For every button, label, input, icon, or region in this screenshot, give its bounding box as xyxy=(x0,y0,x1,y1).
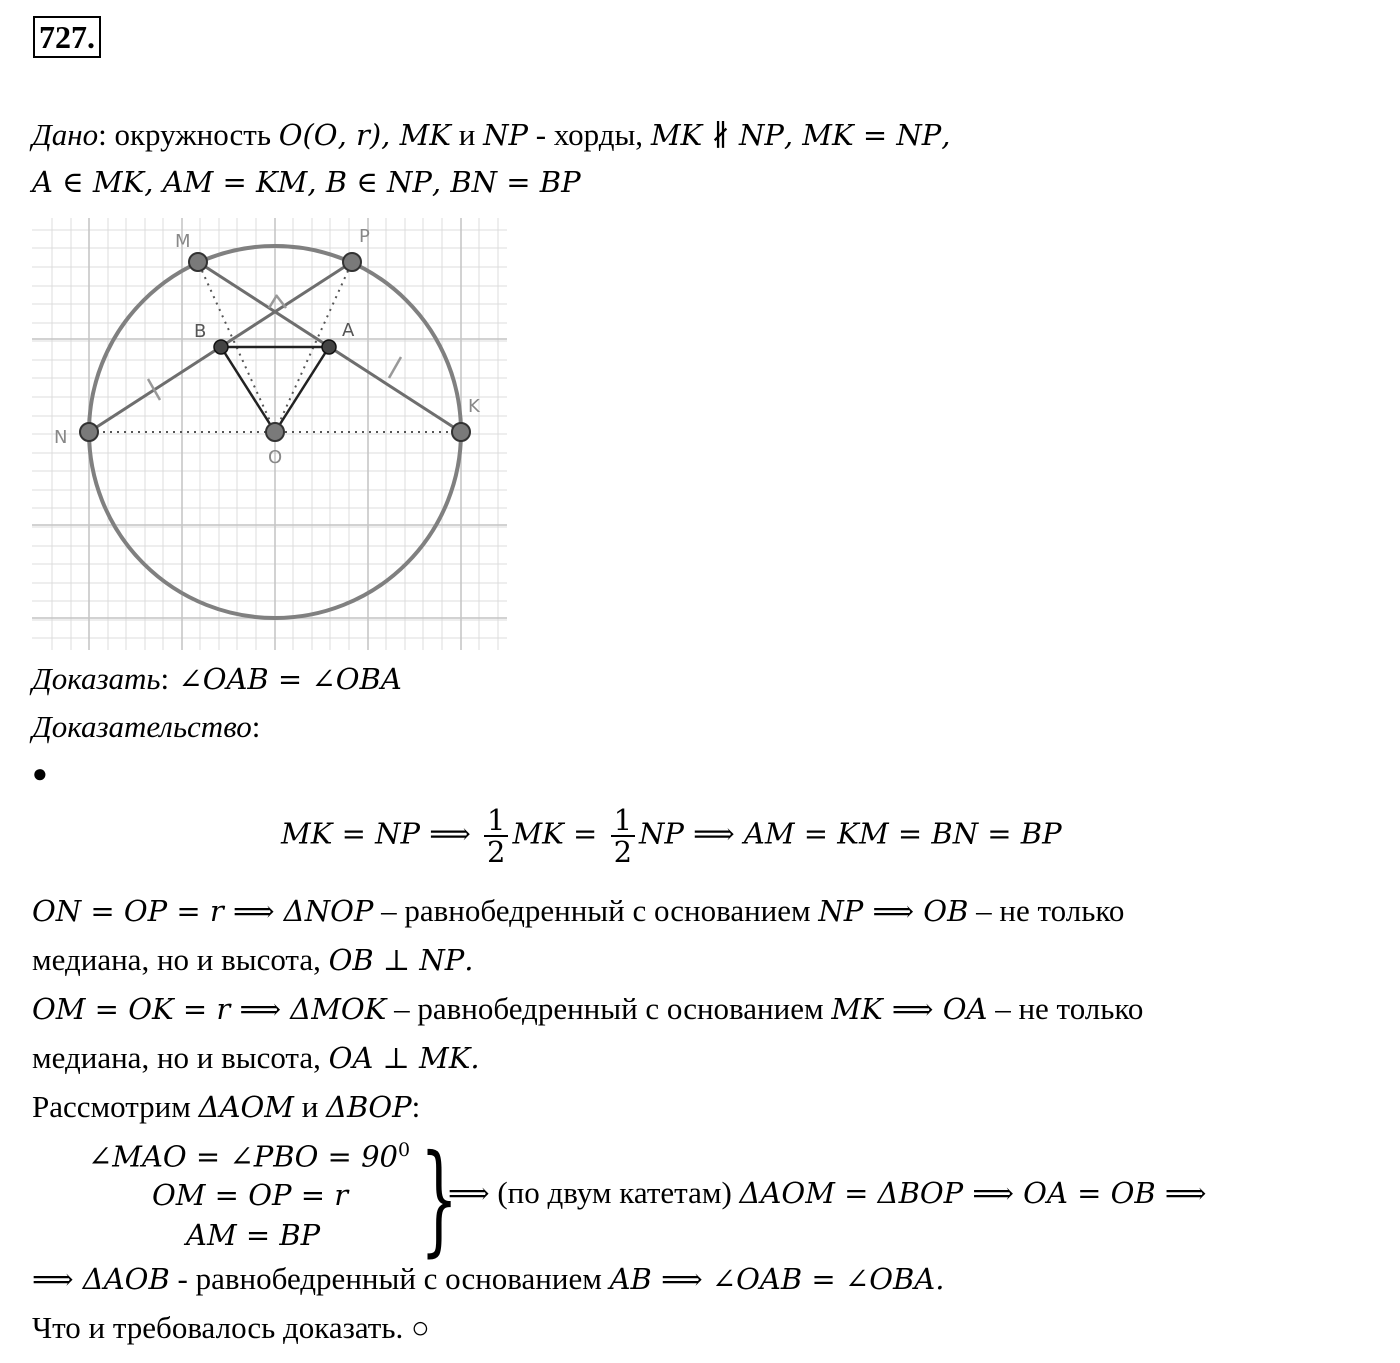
fraction-half-2: $\frac{1}{2}$ xyxy=(611,805,635,868)
prove-line: Доказать: ∠𝑂𝐴𝐵 = ∠𝑂𝐵𝐴 xyxy=(32,661,402,696)
label-a: A xyxy=(342,320,355,341)
label-b: B xyxy=(194,321,207,342)
para1-line2: медиана, но и высота, 𝑂𝐵 ⊥ 𝑁𝑃. xyxy=(32,942,474,977)
qed-line: Что и требовалось доказать. ○ xyxy=(32,1310,430,1345)
para2-line1: 𝑂𝑀 = 𝑂𝐾 = 𝑟 ⟹ Δ𝑀𝑂𝐾 – равнобедренный с основанием 𝑀𝐾 ⟹ 𝑂𝐴 – не только xyxy=(32,991,1144,1026)
label-n: N xyxy=(54,427,68,448)
point-m xyxy=(189,253,207,271)
given-line-2: 𝐴 ∈ 𝑀𝐾, 𝐴𝑀 = 𝐾𝑀, 𝐵 ∈ 𝑁𝑃, 𝐵𝑁 = 𝐵𝑃 xyxy=(32,165,581,199)
point-k xyxy=(452,423,470,441)
given-label: Дано xyxy=(32,117,99,152)
point-p xyxy=(343,253,361,271)
label-m: M xyxy=(175,231,191,252)
system-row-3: 𝐴𝑀 = 𝐵𝑃 xyxy=(186,1218,321,1252)
label-o: O xyxy=(268,447,283,468)
fraction-half-1: $\frac{1}{2}$ xyxy=(484,805,508,868)
conclusion-line: ⟹ Δ𝐴𝑂𝐵 - равнобедренный с основанием 𝐴𝐵 ⟹ ∠𝑂𝐴𝐵 = ∠𝑂𝐵𝐴. xyxy=(32,1261,945,1296)
prove-label: Доказать xyxy=(32,661,161,696)
system-row-1: ∠𝑀𝐴𝑂 = ∠𝑃𝐵𝑂 = $90^0$ xyxy=(88,1139,411,1174)
label-k: K xyxy=(468,396,480,417)
system-brace: } xyxy=(420,1130,459,1269)
point-a xyxy=(322,340,336,354)
problem-number: 727. xyxy=(33,16,101,58)
geometry-diagram xyxy=(32,218,512,650)
given-line-1: Дано: окружность 𝑂(𝑂, 𝑟), 𝑀𝐾 и 𝑁𝑃 - хорды, 𝑀𝐾 ∦ 𝑁𝑃, 𝑀𝐾 = 𝑁𝑃, xyxy=(32,117,951,152)
consider-line: Рассмотрим Δ𝐴𝑂𝑀 и Δ𝐵𝑂𝑃: xyxy=(32,1089,421,1124)
point-b xyxy=(214,340,228,354)
point-o xyxy=(266,423,284,441)
point-n xyxy=(80,423,98,441)
proof-line: Доказательство: xyxy=(32,709,261,744)
bullet: ● xyxy=(32,759,48,788)
system-row-2: 𝑂𝑀 = 𝑂𝑃 = 𝑟 xyxy=(152,1178,349,1212)
para1-line1: 𝑂𝑁 = 𝑂𝑃 = 𝑟 ⟹ Δ𝑁𝑂𝑃 – равнобедренный с основанием 𝑁𝑃 ⟹ 𝑂𝐵 – не только xyxy=(32,893,1125,928)
main-equation: 𝑀𝐾 = 𝑁𝑃 ⟹ $\frac{1}{2}$ 𝑀𝐾 = $\frac{1}{2}$ 𝑁𝑃 ⟹ 𝐴𝑀 = 𝐾𝑀 = 𝐵𝑁 = 𝐵𝑃 xyxy=(281,803,1062,870)
label-p: P xyxy=(359,226,370,247)
para2-line2: медиана, но и высота, 𝑂𝐴 ⊥ 𝑀𝐾. xyxy=(32,1040,480,1075)
system-result: ⟹ (по двум катетам) Δ𝐴𝑂𝑀 = Δ𝐵𝑂𝑃 ⟹ 𝑂𝐴 = 𝑂𝐵 ⟹ xyxy=(448,1175,1207,1210)
proof-label: Доказательство xyxy=(32,709,252,744)
